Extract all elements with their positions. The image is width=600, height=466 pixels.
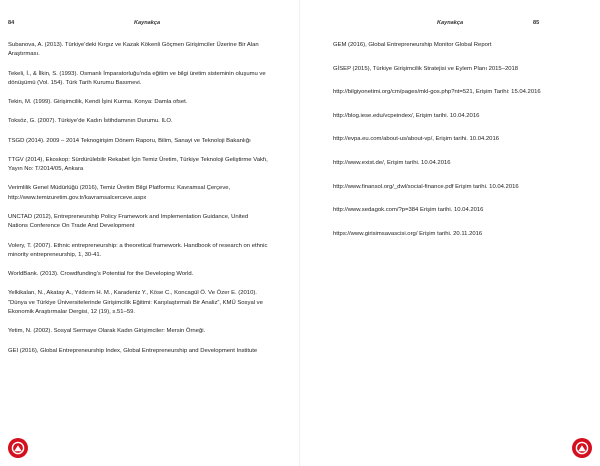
reference-entry: GİSEP (2015), Türkiye Girişimcilik Stratejisi ve Eylem Planı 2015–2018 xyxy=(333,65,519,72)
reference-entry: GEI (2016), Global Entrepreneurship Index, Global Entrepreneurship and Development Institute xyxy=(8,347,258,354)
reference-entry: Volery, T. (2007). Ethnic entrepreneurship: a theoretical framework. Handbook of research on ethnic minority entrepreneurship, 1, 30-41. xyxy=(8,242,268,259)
reference-entry: Tekin, M. (1999). Girişimcilik, Kendi İşini Kurma. Konya: Damla ofset. xyxy=(8,99,188,106)
page-number: 84 xyxy=(8,20,15,26)
reference-entry: http://www.sedagok.com/?p=384 Erişim tarihi. 10.04.2016 xyxy=(333,207,484,214)
publisher-logo-icon xyxy=(8,438,28,458)
reference-entry: https://www.girisimsavascisi.org/ Erişim tarihi. 20.11.2016 xyxy=(333,230,483,237)
reference-entry: Verimlilik Genel Müdürlüğü (2016), Temiz Üretim Bilgi Platformu: Kavramsal Çerçeve, http://www.temizuretim.gov.tr/kavramsalcerceve.aspx xyxy=(8,185,231,201)
right-page xyxy=(300,0,600,466)
reference-entry: http://evpa.eu.com/about-us/about-vp/, Erişim tarihi. 10.04.2016 xyxy=(333,136,500,143)
reference-entry: WorldBank. (2013). Crowdfunding’s Potential for the Developing World. xyxy=(8,271,194,278)
reference-entry: Yetim, N. (2002). Sosyal Sermaye Olarak Kadın Girişimciler: Mersin Örneği. xyxy=(8,328,206,335)
reference-entry: TTGV (2014), Ekoskop: Sürdürülebilir Rekabet İçin Temiz Üretim, Türkiye Teknoloji Geliştirme Vakfı, Yayın No: T/2014/05, Ankara xyxy=(8,156,268,173)
reference-entry: Subanova, A. (2013). Türkiye’deki Kırgız ve Kazak Kökenli Göçmen Girişimciler Üzerine Bir Alan Araştırması. xyxy=(8,42,259,58)
reference-entry: Yelkikalan, N., Akatay A., Yıldırım H. M., Karadeniz Y., Köse C., Koncagül Ö. Ve Özer E. (2010). “Dünya ve Türkiye Üniversitelerinde Girişimcilik Eğitimi: Karşılaştırmalı Bir Analiz”, KMÜ Sosyal ve Ekonomik Araştırmalar Dergisi, 12 (19), s.51–59. xyxy=(8,290,263,316)
publisher-logo-glyph xyxy=(575,441,589,455)
reference-entry: http://bilgiyonetimi.org/cm/pages/mkl-gos.php?nt=521, Erişim Tarihi: 15.04.2016 xyxy=(333,89,541,96)
publisher-logo-icon xyxy=(572,438,592,458)
page-number: 85 xyxy=(533,20,540,26)
reference-entry: UNCTAD (2012), Entrepreneurship Policy Framework and Implementation Guidance, United Nations Conference On Trade And Development xyxy=(8,214,249,230)
reference-entry: http://www.exist.de/, Erişim tarihi. 10.04.2016 xyxy=(333,159,451,166)
reference-entry: GEM (2016), Global Entrepreneurship Monitor Global Report xyxy=(333,42,492,48)
reference-entry: http://blog.iese.edu/vcpeindex/, Erişim tarihi. 10.04.2016 xyxy=(333,112,480,119)
reference-list xyxy=(8,41,268,356)
reference-entry: Toksöz, G. (2007). Türkiye’de Kadın İstihdamının Durumu. ILO. xyxy=(8,118,173,125)
reference-entry: Tekeli, İ., & İlkin, S. (1993). Osmanlı İmparatorluğu’nda eğitim ve bilgi üretim sisteminin oluşumu ve dönüşümü (Vol. 154). Türk Tarih Kurumu Basımevi. xyxy=(8,70,266,87)
running-title: Kaynakça xyxy=(134,20,161,26)
reference-entry: http://www.finansol.org/_dwl/social-finance.pdf Erişim tarihi. 10.04.2016 xyxy=(333,183,519,190)
reference-list xyxy=(333,41,588,239)
running-title: Kaynakça xyxy=(437,20,464,26)
publisher-logo-glyph xyxy=(11,441,25,455)
reference-entry: TSGD (2014). 2009 – 2014 Teknogirişim Dönem Raporu, Bilim, Sanayi ve Teknoloji Bakanlığı xyxy=(8,137,251,144)
